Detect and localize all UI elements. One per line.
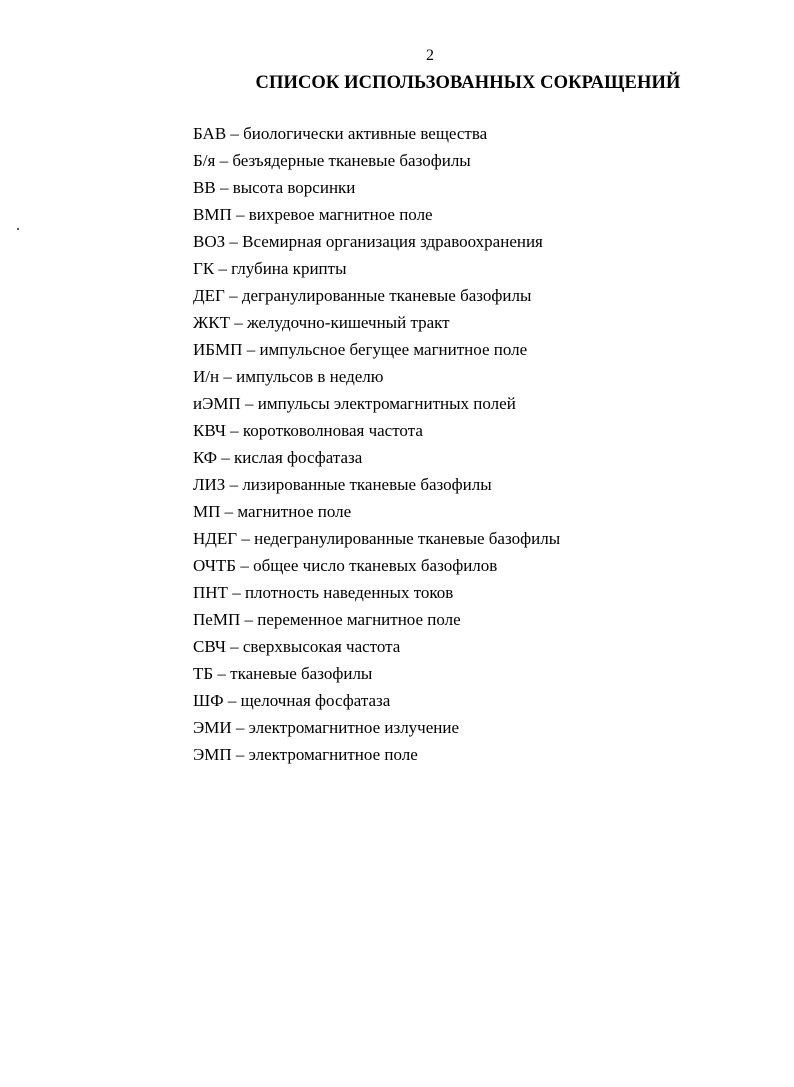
page-title: СПИСОК ИСПОЛЬЗОВАННЫХ СОКРАЩЕНИЙ xyxy=(255,73,681,93)
abbreviation-meaning: биологически активные вещества xyxy=(243,124,488,143)
abbreviation-item xyxy=(193,282,560,309)
abbreviation-meaning: импульсное бегущее магнитное поле xyxy=(259,340,528,359)
abbreviation-meaning: лизированные тканевые базофилы xyxy=(242,475,492,494)
abbreviation-separator: – xyxy=(225,232,243,251)
abbreviation-separator: – xyxy=(224,286,242,305)
abbreviation-meaning: дегранулированные тканевые базофилы xyxy=(241,286,532,305)
abbreviation-meaning: безъядерные тканевые базофилы xyxy=(232,151,471,170)
abbreviation-term: МП xyxy=(193,502,221,521)
abbreviation-meaning: импульсов в неделю xyxy=(236,367,384,386)
abbreviation-separator: – xyxy=(215,178,233,197)
abbreviation-item xyxy=(193,417,560,444)
abbreviation-term: иЭМП xyxy=(193,394,241,413)
abbreviation-term: ЭМИ xyxy=(193,718,232,737)
abbreviation-meaning: плотность наведенных токов xyxy=(244,583,454,602)
abbreviation-separator: – xyxy=(231,718,249,737)
abbreviation-term: ДЕГ xyxy=(193,286,225,305)
abbreviation-meaning: переменное магнитное поле xyxy=(257,610,461,629)
abbreviation-separator: – xyxy=(240,610,258,629)
abbreviation-item xyxy=(193,498,560,525)
abbreviation-separator: – xyxy=(213,664,231,683)
abbreviation-item xyxy=(193,660,560,687)
abbreviation-separator: – xyxy=(236,556,254,575)
abbreviation-item xyxy=(193,714,560,741)
abbreviation-separator: – xyxy=(240,394,258,413)
abbreviation-term: ОЧТБ xyxy=(193,556,237,575)
abbreviation-term: ИБМП xyxy=(193,340,243,359)
abbreviation-term: ПеМП xyxy=(193,610,241,629)
abbreviation-item xyxy=(193,471,560,498)
abbreviation-separator: – xyxy=(237,529,255,548)
abbreviation-term: КФ xyxy=(193,448,218,467)
abbreviation-item xyxy=(193,228,560,255)
abbreviation-meaning: импульсы электромагнитных полей xyxy=(257,394,516,413)
abbreviation-term: ЖКТ xyxy=(193,313,230,332)
abbreviation-term: СВЧ xyxy=(193,637,226,656)
abbreviation-separator: – xyxy=(226,124,244,143)
abbreviation-term: ЛИЗ xyxy=(193,475,226,494)
abbreviation-item xyxy=(193,606,560,633)
abbreviation-term: ВМП xyxy=(193,205,232,224)
abbreviation-item xyxy=(193,309,560,336)
abbreviation-meaning: кислая фосфатаза xyxy=(234,448,363,467)
abbreviation-separator: – xyxy=(219,367,237,386)
abbreviation-meaning: Всемирная организация здравоохранения xyxy=(242,232,543,251)
abbreviation-meaning: тканевые базофилы xyxy=(230,664,373,683)
abbreviation-term: И/н xyxy=(193,367,220,386)
abbreviation-item xyxy=(193,741,560,768)
abbreviation-separator: – xyxy=(223,691,241,710)
abbreviation-meaning: магнитное поле xyxy=(237,502,352,521)
abbreviation-meaning: общее число тканевых базофилов xyxy=(253,556,498,575)
abbreviation-meaning: недегранулированные тканевые базофилы xyxy=(254,529,561,548)
abbreviation-term: ВВ xyxy=(193,178,216,197)
abbreviation-meaning: сверхвысокая частота xyxy=(242,637,401,656)
abbreviation-meaning: электромагнитное поле xyxy=(248,745,418,764)
abbreviation-item xyxy=(193,174,560,201)
abbreviation-meaning: глубина крипты xyxy=(231,259,347,278)
abbreviation-separator: – xyxy=(231,205,249,224)
abbreviation-term: ЭМП xyxy=(193,745,232,764)
abbreviation-item xyxy=(193,201,560,228)
abbreviation-term: БАВ xyxy=(193,124,227,143)
abbreviation-separator: – xyxy=(242,340,260,359)
abbreviation-term: ГК xyxy=(193,259,215,278)
abbreviation-item xyxy=(193,525,560,552)
abbreviation-item xyxy=(193,633,560,660)
scan-speck xyxy=(17,228,19,230)
abbreviation-separator: – xyxy=(217,448,235,467)
abbreviation-meaning: электромагнитное излучение xyxy=(248,718,460,737)
abbreviation-meaning: вихревое магнитное поле xyxy=(248,205,433,224)
abbreviation-term: ВОЗ xyxy=(193,232,226,251)
abbreviation-term: ШФ xyxy=(193,691,224,710)
abbreviation-meaning: щелочная фосфатаза xyxy=(240,691,391,710)
abbreviation-item xyxy=(193,579,560,606)
abbreviation-term: Б/я xyxy=(193,151,216,170)
abbreviation-list xyxy=(193,120,560,768)
abbreviation-item xyxy=(193,120,560,147)
abbreviation-term: НДЕГ xyxy=(193,529,238,548)
abbreviation-item xyxy=(193,444,560,471)
abbreviation-separator: – xyxy=(214,259,232,278)
abbreviation-separator: – xyxy=(215,151,233,170)
abbreviation-separator: – xyxy=(229,313,247,332)
page-number: 2 xyxy=(426,47,434,64)
abbreviation-item xyxy=(193,336,560,363)
abbreviation-item xyxy=(193,687,560,714)
abbreviation-term: КВЧ xyxy=(193,421,226,440)
abbreviation-separator: – xyxy=(225,637,243,656)
abbreviation-item xyxy=(193,255,560,282)
abbreviation-item xyxy=(193,552,560,579)
abbreviation-item xyxy=(193,363,560,390)
abbreviation-term: ТБ xyxy=(193,664,214,683)
abbreviation-meaning: коротковолновая частота xyxy=(242,421,423,440)
abbreviation-separator: – xyxy=(225,475,243,494)
abbreviation-separator: – xyxy=(231,745,249,764)
abbreviation-separator: – xyxy=(227,583,245,602)
abbreviation-separator: – xyxy=(220,502,238,521)
abbreviation-item xyxy=(193,390,560,417)
abbreviation-term: ПНТ xyxy=(193,583,228,602)
abbreviation-separator: – xyxy=(225,421,243,440)
abbreviation-meaning: высота ворсинки xyxy=(232,178,356,197)
abbreviation-item xyxy=(193,147,560,174)
abbreviation-meaning: желудочно-кишечный тракт xyxy=(246,313,450,332)
